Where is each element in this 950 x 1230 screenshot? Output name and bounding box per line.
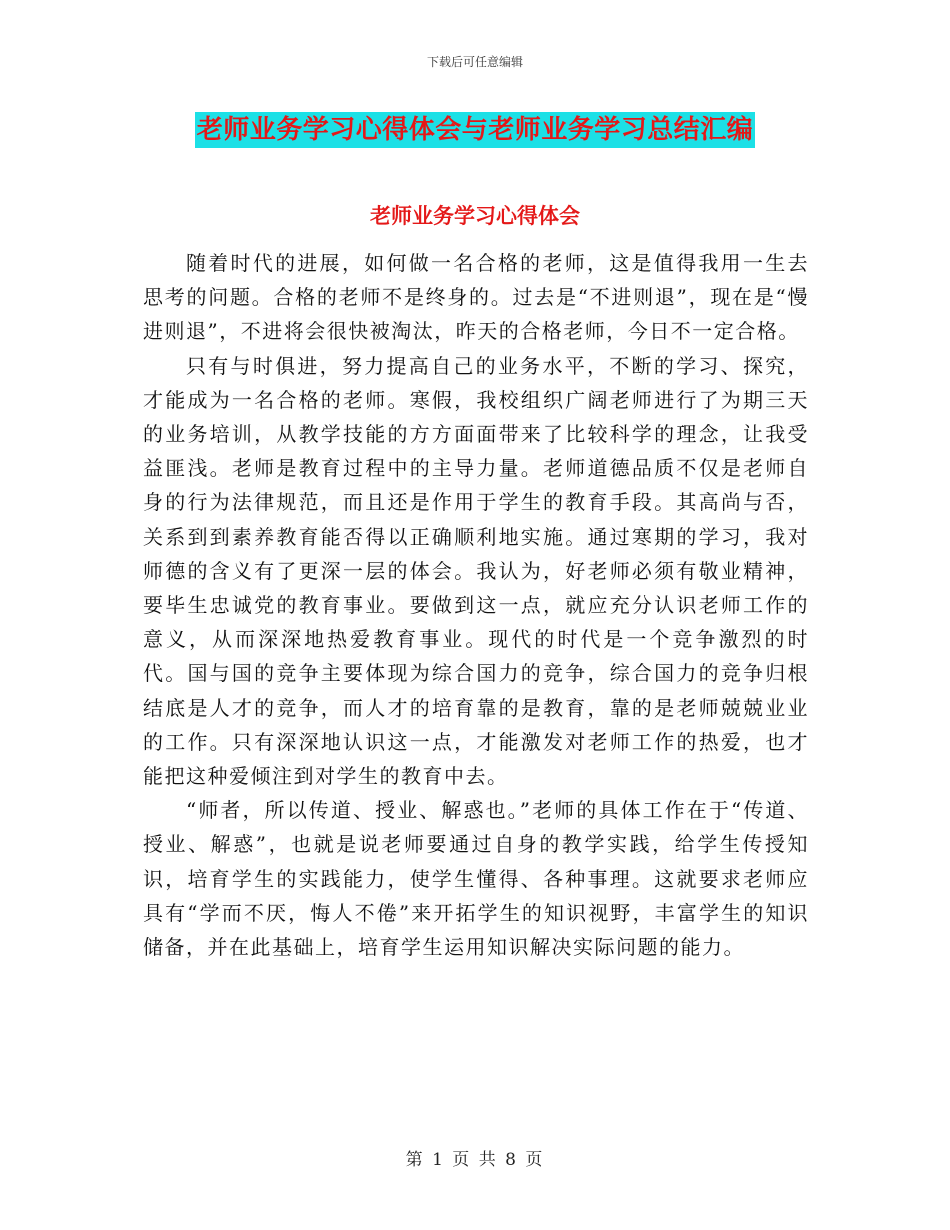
body-text <box>143 246 809 964</box>
paragraph: “师者，所以传道、授业、解惑也。”老师的具体工作在于“传道、授业、解惑”，也就是说老师要通过自身的教学实践，给学生传授知识，培育学生的实践能力，使学生懂得、各种事理。这就要求老师应具有“学而不厌，悔人不倦”来开拓学生的知识视野，丰富学生的知识储备，并在此基础上，培育学生运用知识解决实际问题的能力。 <box>143 798 809 960</box>
main-title-container <box>0 112 950 148</box>
section-title: 老师业务学习心得体会 <box>370 204 580 228</box>
paragraph: 只有与时俱进，努力提高自己的业务水平，不断的学习、探究，才能成为一名合格的老师。寒假，我校组织广阔老师进行了为期三天的业务培训，从教学技能的方方面面带来了比较科学的理念，让我受益匪浅。老师是教育过程中的主导力量。老师道德品质不仅是老师自身的行为法律规范，而且还是作用于学生的教育手段。其高尚与否，关系到到素养教育能否得以正确顺利地实施。通过寒期的学习，我对师德的含义有了更深一层的体会。我认为，好老师必须有敬业精神，要毕生忠诚党的教育事业。要做到这一点，就应充分认识老师工作的意义，从而深深地热爱教育事业。现代的时代是一个竞争激烈的时代。国与国的竞争主要体现为综合国力的竞争，综合国力的竞争归根结底是人才的竞争，而人才的培育靠的是教育，靠的是老师兢兢业业的工作。只有深深地认识这一点，才能激发对老师工作的热爱，也才能把这种爱倾注到对学生的教育中去。 <box>143 353 809 789</box>
page-number-footer: 第 1 页 共 8 页 <box>405 1150 545 1170</box>
page-header-note: 下载后可任意编辑 <box>426 55 523 69</box>
paragraph: 随着时代的进展，如何做一名合格的老师，这是值得我用一生去思考的问题。合格的老师不是终身的。过去是“不进则退”，现在是“慢进则退”，不进将会很快被淘汰，昨天的合格老师，今日不一定合格。 <box>143 251 809 344</box>
main-title: 老师业务学习心得体会与老师业务学习总结汇编 <box>195 112 756 148</box>
